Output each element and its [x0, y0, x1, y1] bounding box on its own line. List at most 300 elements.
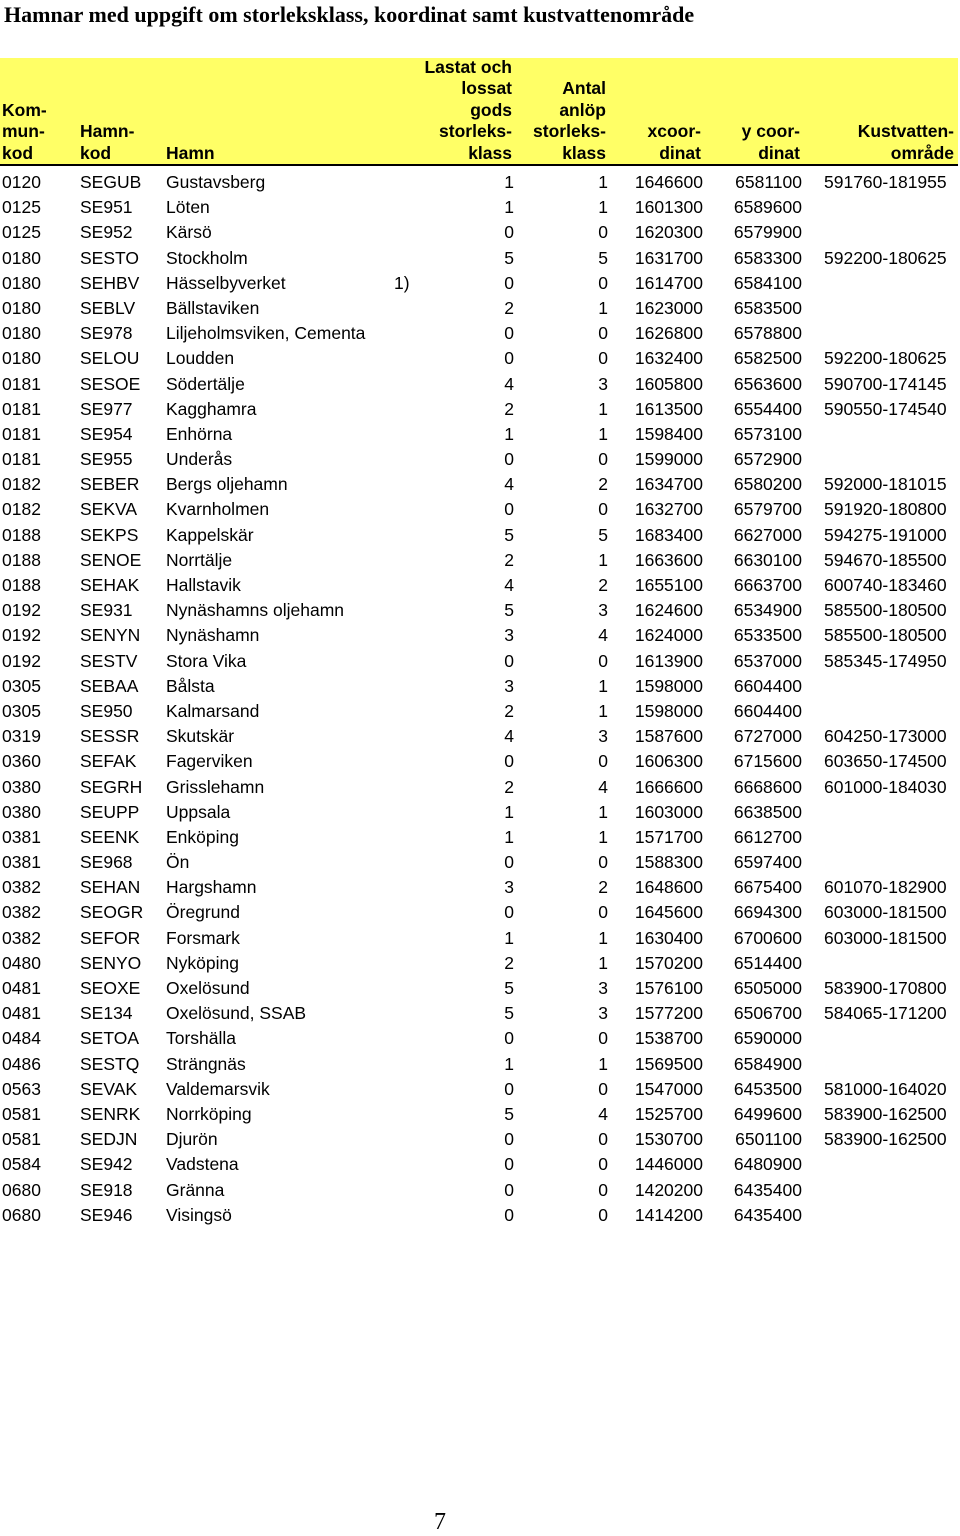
cell-kommunkod: 0125	[2, 197, 41, 218]
cell-xcoord: 1613500	[634, 398, 703, 419]
cell-xcoord: 1569500	[634, 1053, 703, 1074]
cell-ycoord: 6590000	[733, 1028, 802, 1049]
header-anlop: Antal anlöp storleks- klass	[533, 78, 606, 163]
cell-hamnkod: SE946	[80, 1204, 133, 1225]
cell-kustvatten: 584065-171200	[824, 1003, 947, 1024]
cell-ycoord: 6499600	[733, 1103, 802, 1124]
cell-kommunkod: 0380	[2, 801, 41, 822]
cell-kustvatten: 581000-164020	[824, 1078, 947, 1099]
table-row	[0, 397, 960, 422]
cell-kommunkod: 0381	[2, 826, 41, 847]
cell-hamnkod: SESOE	[80, 373, 141, 394]
cell-xcoord: 1645600	[634, 902, 703, 923]
cell-hamn: Kagghamra	[166, 398, 257, 419]
cell-hamn: Hargshamn	[166, 877, 257, 898]
cell-xcoord: 1414200	[634, 1204, 703, 1225]
cell-hamn: Skutskär	[166, 726, 235, 747]
table-row	[0, 1178, 960, 1203]
table-row	[0, 875, 960, 900]
cell-ycoord: 6584900	[733, 1053, 802, 1074]
cell-lastat: 5	[504, 1003, 514, 1024]
table-row	[0, 523, 960, 548]
cell-xcoord: 1614700	[634, 272, 703, 293]
cell-hamn: Stockholm	[166, 247, 248, 268]
cell-lastat: 2	[504, 700, 514, 721]
cell-kustvatten: 604250-173000	[824, 726, 947, 747]
cell-anlop: 1	[598, 675, 608, 696]
cell-kommunkod: 0188	[2, 549, 41, 570]
cell-ycoord: 6573100	[733, 423, 802, 444]
cell-xcoord: 1570200	[634, 952, 703, 973]
cell-xcoord: 1648600	[634, 877, 703, 898]
cell-ycoord: 6612700	[733, 826, 802, 847]
cell-kommunkod: 0180	[2, 297, 41, 318]
table-row	[0, 649, 960, 674]
cell-hamnkod: SESTO	[80, 247, 140, 268]
cell-xcoord: 1598000	[634, 700, 703, 721]
cell-kommunkod: 0382	[2, 902, 41, 923]
cell-hamn: Liljeholmsviken, Cementa	[166, 323, 366, 344]
cell-anlop: 4	[598, 625, 608, 646]
cell-anlop: 3	[598, 726, 608, 747]
cell-lastat: 0	[504, 751, 514, 772]
cell-kommunkod: 0125	[2, 222, 41, 243]
table-row	[0, 422, 960, 447]
table-row	[0, 749, 960, 774]
cell-ycoord: 6694300	[733, 902, 802, 923]
cell-kommunkod: 0181	[2, 398, 41, 419]
table-row	[0, 598, 960, 623]
cell-lastat: 0	[504, 1154, 514, 1175]
cell-kommunkod: 0192	[2, 600, 41, 621]
cell-hamn: Ön	[166, 852, 190, 873]
cell-xcoord: 1446000	[634, 1154, 703, 1175]
cell-kustvatten: 590700-174145	[824, 373, 947, 394]
cell-kustvatten: 600740-183460	[824, 575, 947, 595]
cell-kustvatten: 585345-174950	[824, 650, 947, 671]
cell-hamn: Valdemarsvik	[166, 1078, 270, 1099]
cell-hamnkod: SE968	[80, 852, 133, 873]
cell-kustvatten: 601070-182900	[824, 877, 947, 898]
cell-ycoord: 6715600	[733, 751, 802, 772]
table-row	[0, 548, 960, 573]
cell-kommunkod: 0680	[2, 1204, 41, 1225]
cell-note: 1)	[394, 272, 410, 293]
header-xcoord: xcoor- dinat	[647, 121, 701, 163]
cell-lastat: 0	[504, 222, 514, 243]
cell-ycoord: 6582500	[733, 348, 802, 369]
cell-kommunkod: 0486	[2, 1053, 41, 1074]
cell-xcoord: 1666600	[634, 776, 703, 797]
cell-anlop: 4	[598, 1103, 608, 1124]
cell-ycoord: 6627000	[733, 524, 802, 545]
cell-hamn: Nynäshamn	[166, 625, 260, 646]
cell-lastat: 5	[504, 247, 514, 268]
cell-lastat: 0	[504, 323, 514, 344]
table-row	[0, 195, 960, 220]
cell-xcoord: 1538700	[634, 1028, 703, 1049]
cell-xcoord: 1624000	[634, 625, 703, 646]
cell-hamn: Strängnäs	[166, 1053, 246, 1074]
table-row	[0, 1102, 960, 1127]
cell-kommunkod: 0484	[2, 1028, 41, 1049]
cell-anlop: 1	[598, 1053, 608, 1074]
cell-anlop: 0	[598, 1154, 608, 1175]
cell-xcoord: 1632400	[634, 348, 703, 369]
cell-lastat: 4	[504, 474, 514, 495]
cell-anlop: 0	[598, 348, 608, 369]
cell-xcoord: 1613900	[634, 650, 703, 671]
cell-ycoord: 6668600	[733, 776, 802, 797]
header-ycoord: y coor- dinat	[741, 121, 800, 163]
page-title: Hamnar med uppgift om storleksklass, koordinat samt kustvattenområde	[4, 2, 695, 27]
cell-anlop: 0	[598, 449, 608, 470]
cell-lastat: 0	[504, 902, 514, 923]
cell-anlop: 0	[598, 1129, 608, 1150]
cell-hamn: Nyköping	[166, 952, 239, 973]
cell-lastat: 0	[504, 1078, 514, 1099]
cell-xcoord: 1655100	[634, 575, 703, 595]
cell-hamn: Vadstena	[166, 1154, 239, 1175]
table-row	[0, 170, 960, 195]
cell-hamnkod: SEGRH	[80, 776, 143, 797]
cell-kommunkod: 0188	[2, 524, 41, 545]
cell-hamn: Enköping	[166, 826, 239, 847]
cell-ycoord: 6505000	[733, 978, 802, 998]
cell-hamnkod: SE952	[80, 222, 133, 243]
cell-kommunkod: 0563	[2, 1078, 41, 1099]
cell-anlop: 1	[598, 700, 608, 721]
cell-kustvatten: 603650-174500	[824, 751, 947, 772]
table-row	[0, 246, 960, 271]
cell-hamnkod: SESTV	[80, 650, 138, 671]
cell-kustvatten: 591920-180800	[824, 499, 947, 520]
cell-hamn: Södertälje	[166, 373, 245, 394]
cell-hamnkod: SEHBV	[80, 272, 140, 293]
cell-hamnkod: SE918	[80, 1179, 133, 1200]
cell-anlop: 0	[598, 751, 608, 772]
header-lastat: Lastat och lossat gods storleks- klass	[424, 56, 512, 163]
cell-anlop: 3	[598, 1003, 608, 1024]
cell-hamnkod: SEFAK	[80, 751, 137, 772]
cell-anlop: 3	[598, 978, 608, 998]
cell-kustvatten: 590550-174540	[824, 398, 947, 419]
cell-lastat: 2	[504, 549, 514, 570]
cell-anlop: 5	[598, 247, 608, 268]
cell-lastat: 1	[504, 801, 514, 822]
cell-anlop: 2	[598, 877, 608, 898]
cell-kommunkod: 0382	[2, 877, 41, 898]
table-row	[0, 1127, 960, 1152]
cell-ycoord: 6580200	[733, 474, 802, 495]
cell-lastat: 0	[504, 852, 514, 873]
cell-xcoord: 1683400	[634, 524, 703, 545]
cell-hamn: Kärsö	[166, 222, 212, 243]
cell-hamn: Grisslehamn	[166, 776, 265, 797]
cell-kommunkod: 0581	[2, 1103, 41, 1124]
cell-hamnkod: SEKPS	[80, 524, 139, 545]
cell-ycoord: 6435400	[733, 1204, 802, 1225]
table-row	[0, 1203, 960, 1228]
cell-xcoord: 1623000	[634, 297, 703, 318]
cell-anlop: 1	[598, 398, 608, 419]
cell-xcoord: 1630400	[634, 927, 703, 948]
cell-hamnkod: SEFOR	[80, 927, 141, 948]
cell-hamnkod: SEHAN	[80, 877, 141, 898]
cell-lastat: 0	[504, 499, 514, 520]
cell-lastat: 1	[504, 172, 514, 192]
cell-ycoord: 6554400	[733, 398, 802, 419]
cell-ycoord: 6579700	[733, 499, 802, 520]
cell-lastat: 3	[504, 675, 514, 696]
cell-hamn: Norrtälje	[166, 549, 233, 570]
cell-ycoord: 6727000	[733, 726, 802, 747]
cell-anlop: 4	[598, 776, 608, 797]
cell-hamn: Enhörna	[166, 423, 233, 444]
cell-lastat: 0	[504, 1204, 514, 1225]
cell-ycoord: 6506700	[733, 1003, 802, 1024]
cell-hamnkod: SEVAK	[80, 1078, 138, 1099]
cell-xcoord: 1576100	[634, 978, 703, 998]
cell-lastat: 2	[504, 297, 514, 318]
cell-hamnkod: SE951	[80, 197, 133, 218]
table-row	[0, 321, 960, 346]
cell-kustvatten: 601000-184030	[824, 776, 947, 797]
cell-lastat: 0	[504, 348, 514, 369]
cell-hamn: Torshälla	[166, 1028, 237, 1049]
cell-kommunkod: 0188	[2, 575, 41, 595]
cell-kommunkod: 0180	[2, 323, 41, 344]
table-row	[0, 346, 960, 371]
cell-lastat: 5	[504, 978, 514, 998]
cell-hamnkod: SENOE	[80, 549, 142, 570]
cell-xcoord: 1620300	[634, 222, 703, 243]
header-kommunkod: Kom- mun- kod	[2, 99, 47, 163]
cell-lastat: 4	[504, 373, 514, 394]
cell-anlop: 5	[598, 524, 608, 545]
table-row	[0, 800, 960, 825]
cell-kustvatten: 592200-180625	[824, 348, 947, 369]
table-row	[0, 900, 960, 925]
cell-ycoord: 6453500	[733, 1078, 802, 1099]
header-hamn: Hamn	[166, 142, 215, 163]
cell-anlop: 3	[598, 600, 608, 621]
cell-kommunkod: 0680	[2, 1179, 41, 1200]
cell-ycoord: 6578800	[733, 323, 802, 344]
cell-kommunkod: 0180	[2, 348, 41, 369]
page-number: 7	[434, 1509, 446, 1535]
cell-hamn: Forsmark	[166, 927, 240, 948]
cell-hamn: Nynäshamns oljehamn	[166, 600, 345, 621]
cell-kommunkod: 0181	[2, 423, 41, 444]
cell-kommunkod: 0182	[2, 499, 41, 520]
cell-kommunkod: 0481	[2, 978, 41, 998]
cell-xcoord: 1571700	[634, 826, 703, 847]
cell-ycoord: 6435400	[733, 1179, 802, 1200]
cell-ycoord: 6589600	[733, 197, 802, 218]
cell-xcoord: 1624600	[634, 600, 703, 621]
cell-kommunkod: 0581	[2, 1129, 41, 1150]
cell-anlop: 2	[598, 575, 608, 595]
cell-lastat: 5	[504, 600, 514, 621]
cell-hamn: Oxelösund, SSAB	[166, 1003, 307, 1024]
table-row	[0, 573, 960, 598]
cell-lastat: 4	[504, 726, 514, 747]
table-row	[0, 674, 960, 699]
cell-lastat: 0	[504, 272, 514, 293]
cell-xcoord: 1525700	[634, 1103, 703, 1124]
cell-xcoord: 1626800	[634, 323, 703, 344]
cell-kommunkod: 0380	[2, 776, 41, 797]
cell-anlop: 1	[598, 952, 608, 973]
cell-hamnkod: SEBER	[80, 474, 140, 495]
cell-ycoord: 6579900	[733, 222, 802, 243]
cell-kommunkod: 0382	[2, 927, 41, 948]
cell-xcoord: 1631700	[634, 247, 703, 268]
cell-hamnkod: SEOGR	[80, 902, 144, 923]
cell-kustvatten: 594275-191000	[824, 524, 947, 545]
table-row	[0, 296, 960, 321]
cell-kustvatten: 585500-180500	[824, 600, 947, 621]
cell-anlop: 0	[598, 1179, 608, 1200]
cell-hamnkod: SEBLV	[80, 297, 136, 318]
cell-ycoord: 6533500	[733, 625, 802, 646]
cell-kustvatten: 592000-181015	[824, 474, 947, 495]
cell-kommunkod: 0120	[2, 172, 41, 192]
cell-anlop: 1	[598, 297, 608, 318]
cell-lastat: 0	[504, 1129, 514, 1150]
cell-hamnkod: SEGUB	[80, 172, 142, 192]
cell-anlop: 3	[598, 373, 608, 394]
cell-hamnkod: SE942	[80, 1154, 133, 1175]
cell-lastat: 3	[504, 625, 514, 646]
table-row	[0, 1026, 960, 1051]
cell-kommunkod: 0180	[2, 272, 41, 293]
cell-kommunkod: 0584	[2, 1154, 41, 1175]
cell-xcoord: 1634700	[634, 474, 703, 495]
cell-hamnkod: SEENK	[80, 826, 140, 847]
table-row	[0, 724, 960, 749]
cell-anlop: 0	[598, 1028, 608, 1049]
cell-hamn: Loudden	[166, 348, 235, 369]
cell-lastat: 0	[504, 449, 514, 470]
cell-lastat: 2	[504, 398, 514, 419]
table-header	[0, 58, 958, 166]
cell-anlop: 1	[598, 549, 608, 570]
cell-hamnkod: SE954	[80, 423, 133, 444]
cell-hamn: Djurön	[166, 1129, 218, 1150]
cell-kommunkod: 0305	[2, 700, 41, 721]
cell-ycoord: 6514400	[733, 952, 802, 973]
cell-hamn: Gränna	[166, 1179, 225, 1200]
cell-hamn: Löten	[166, 197, 210, 218]
cell-kommunkod: 0192	[2, 650, 41, 671]
cell-xcoord: 1547000	[634, 1078, 703, 1099]
cell-hamnkod: SENRK	[80, 1103, 141, 1124]
cell-kommunkod: 0180	[2, 247, 41, 268]
cell-lastat: 1	[504, 927, 514, 948]
cell-kommunkod: 0182	[2, 474, 41, 495]
cell-hamnkod: SE955	[80, 449, 133, 470]
table-row	[0, 699, 960, 724]
cell-hamnkod: SESSR	[80, 726, 140, 747]
table-row	[0, 850, 960, 875]
table-row	[0, 220, 960, 245]
cell-ycoord: 6597400	[733, 852, 802, 873]
cell-anlop: 2	[598, 474, 608, 495]
cell-lastat: 1	[504, 1053, 514, 1074]
cell-anlop: 1	[598, 197, 608, 218]
cell-lastat: 2	[504, 952, 514, 973]
table-row	[0, 1077, 960, 1102]
cell-hamn: Stora Vika	[166, 650, 247, 671]
cell-lastat: 2	[504, 776, 514, 797]
cell-lastat: 4	[504, 575, 514, 595]
cell-ycoord: 6700600	[733, 927, 802, 948]
cell-hamn: Kappelskär	[166, 524, 254, 545]
cell-lastat: 0	[504, 1179, 514, 1200]
cell-xcoord: 1530700	[634, 1129, 703, 1150]
cell-xcoord: 1646600	[634, 172, 703, 192]
table-body	[0, 170, 960, 1228]
cell-ycoord: 6584100	[733, 272, 802, 293]
cell-anlop: 0	[598, 222, 608, 243]
table-row	[0, 472, 960, 497]
cell-lastat: 0	[504, 650, 514, 671]
cell-lastat: 1	[504, 423, 514, 444]
cell-kustvatten: 594670-185500	[824, 549, 947, 570]
cell-xcoord: 1605800	[634, 373, 703, 394]
cell-hamn: Hässelbyverket	[166, 272, 286, 293]
cell-anlop: 1	[598, 172, 608, 192]
cell-hamn: Underås	[166, 449, 233, 470]
cell-lastat: 5	[504, 1103, 514, 1124]
cell-hamn: Hallstavik	[166, 575, 241, 595]
cell-hamnkod: SETOA	[80, 1028, 140, 1049]
cell-kustvatten: 585500-180500	[824, 625, 947, 646]
cell-hamnkod: SEOXE	[80, 978, 141, 998]
cell-ycoord: 6630100	[733, 549, 802, 570]
cell-ycoord: 6581100	[735, 172, 802, 192]
cell-kustvatten: 583900-162500	[824, 1129, 947, 1150]
table-row	[0, 825, 960, 850]
table-row	[0, 271, 960, 296]
cell-anlop: 1	[598, 801, 608, 822]
cell-ycoord: 6604400	[733, 675, 802, 696]
cell-xcoord: 1663600	[634, 549, 703, 570]
cell-kommunkod: 0480	[2, 952, 41, 973]
cell-hamn: Kvarnholmen	[166, 499, 270, 520]
cell-hamnkod: SEHAK	[80, 575, 140, 595]
cell-anlop: 0	[598, 1078, 608, 1099]
cell-ycoord: 6563600	[733, 373, 802, 394]
cell-kommunkod: 0360	[2, 751, 41, 772]
cell-kommunkod: 0319	[2, 726, 41, 747]
cell-ycoord: 6583500	[733, 297, 802, 318]
cell-hamnkod: SE931	[80, 600, 133, 621]
cell-hamn: Bällstaviken	[166, 297, 260, 318]
cell-hamnkod: SENYN	[80, 625, 141, 646]
cell-anlop: 0	[598, 1204, 608, 1225]
cell-hamn: Uppsala	[166, 801, 231, 822]
cell-anlop: 0	[598, 852, 608, 873]
cell-hamn: Visingsö	[166, 1204, 232, 1225]
cell-hamnkod: SELOU	[80, 348, 140, 369]
cell-ycoord: 6663700	[733, 575, 802, 595]
cell-ycoord: 6583300	[733, 247, 802, 268]
cell-hamn: Gustavsberg	[166, 172, 266, 192]
cell-ycoord: 6604400	[733, 700, 802, 721]
